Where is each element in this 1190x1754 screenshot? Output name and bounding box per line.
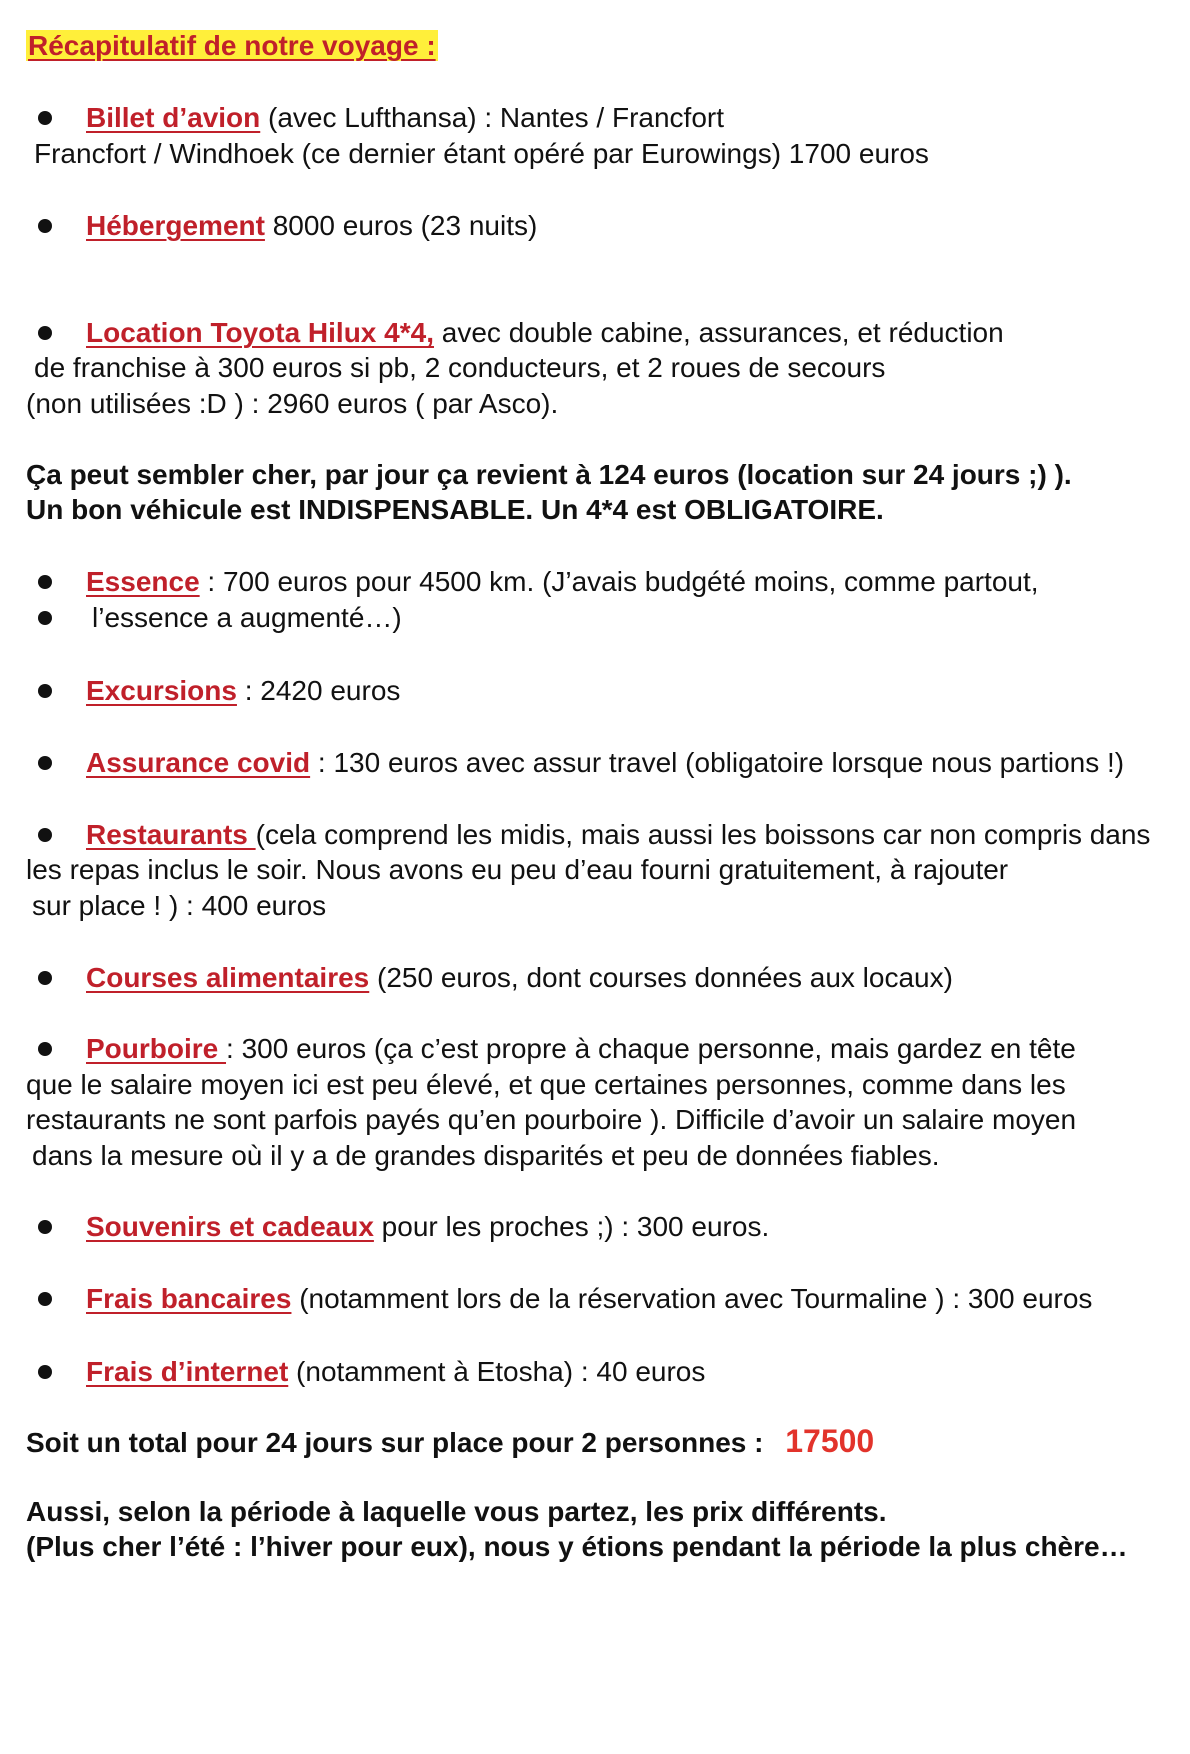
item-continuation: les repas inclus le soir. Nous avons eu peu d’eau fourni gratuitement, à rajouter [26, 854, 1009, 885]
item-text: (cela comprend les midis, mais aussi les boissons car non compris dans [255, 819, 1151, 850]
list-item [86, 1352, 705, 1392]
item-label: Essence [86, 566, 200, 597]
list-item [86, 98, 724, 138]
item-label: Hébergement [86, 210, 265, 241]
item-label: Pourboire [86, 1033, 227, 1064]
item-text: (notamment à Etosha) : 40 euros [288, 1356, 706, 1387]
bullet [38, 684, 52, 698]
bullet [38, 611, 52, 625]
total-value: 17500 [785, 1423, 875, 1459]
item-text: (avec Lufthansa) : Nantes / Francfort [260, 102, 725, 133]
list-item [86, 815, 1150, 855]
total-line [26, 1421, 874, 1463]
item-text: : 2420 euros [236, 675, 401, 706]
item-label: Assurance covid [86, 747, 311, 778]
bullet [38, 111, 52, 125]
list-item [86, 671, 400, 711]
item-text: : 130 euros avec assur travel (obligatoire lorsque nous partions !) [310, 747, 1125, 778]
item-text: : 700 euros pour 4500 km. (J’avais budgété moins, comme partout, [199, 566, 1039, 597]
item-continuation: sur place ! ) : 400 euros [32, 890, 327, 921]
list-item [86, 1207, 769, 1247]
footer-line: Aussi, selon la période à laquelle vous partez, les prix différents. [26, 1496, 887, 1527]
item-continuation: restaurants ne sont parfois payés qu’en pourboire ). Difficile d’avoir un salaire moyen [26, 1104, 1077, 1135]
item-text: : 300 euros (ça c’est propre à chaque personne, mais gardez en tête [226, 1033, 1076, 1064]
note-line: Un bon véhicule est INDISPENSABLE. Un 4*4 est OBLIGATOIRE. [26, 494, 884, 525]
item-text: 8000 euros (23 nuits) [264, 210, 538, 241]
list-item [86, 313, 1004, 353]
bullet [38, 971, 52, 985]
bullet [38, 1292, 52, 1306]
item-text: (250 euros, dont courses données aux locaux) [369, 962, 953, 993]
item-text: pour les proches ;) : 300 euros. [373, 1211, 770, 1242]
item-label: Billet d’avion [86, 102, 261, 133]
bullet [38, 828, 52, 842]
list-item [86, 958, 953, 998]
list-item [86, 206, 537, 246]
item-continuation: Francfort / Windhoek (ce dernier étant opéré par Eurowings) 1700 euros [34, 138, 929, 169]
item-label: Excursions [86, 675, 237, 706]
bullet [38, 1365, 52, 1379]
item-text: (notamment lors de la réservation avec Tourmaline ) : 300 euros [291, 1283, 1093, 1314]
item-label: Restaurants [86, 819, 256, 850]
bullet [38, 756, 52, 770]
item-continuation: dans la mesure où il y a de grandes disparités et peu de données fiables. [32, 1140, 940, 1171]
item-label: Location Toyota Hilux 4*4, [86, 317, 434, 348]
page-title: Récapitulatif de notre voyage : [28, 30, 436, 61]
list-item [86, 562, 1039, 602]
item-continuation: (non utilisées :D ) : 2960 euros ( par Asco). [26, 388, 559, 419]
item-label: Frais d’internet [86, 1356, 289, 1387]
note-line: Ça peut sembler cher, par jour ça revient à 124 euros (location sur 24 jours ;) ). [26, 459, 1072, 490]
item-label: Frais bancaires [86, 1283, 292, 1314]
list-item [86, 1279, 1092, 1319]
bullet [38, 219, 52, 233]
total-label: Soit un total pour 24 jours sur place pour 2 personnes : [26, 1427, 772, 1458]
footer-line: (Plus cher l’été : l’hiver pour eux), nous y étions pendant la période la plus chère… [26, 1531, 1128, 1562]
item-continuation: de franchise à 300 euros si pb, 2 conducteurs, et 2 roues de secours [34, 352, 886, 383]
item-label: Souvenirs et cadeaux [86, 1211, 374, 1242]
bullet [38, 1042, 52, 1056]
item-label: Courses alimentaires [86, 962, 370, 993]
list-item [86, 1029, 1076, 1069]
item-continuation: que le salaire moyen ici est peu élevé, et que certaines personnes, comme dans les [26, 1069, 1066, 1100]
bullet [38, 1220, 52, 1234]
item-text: avec double cabine, assurances, et réduction [433, 317, 1004, 348]
list-item [86, 743, 1124, 783]
bullet [38, 326, 52, 340]
item-continuation: l’essence a augmenté…) [92, 602, 402, 633]
bullet [38, 575, 52, 589]
